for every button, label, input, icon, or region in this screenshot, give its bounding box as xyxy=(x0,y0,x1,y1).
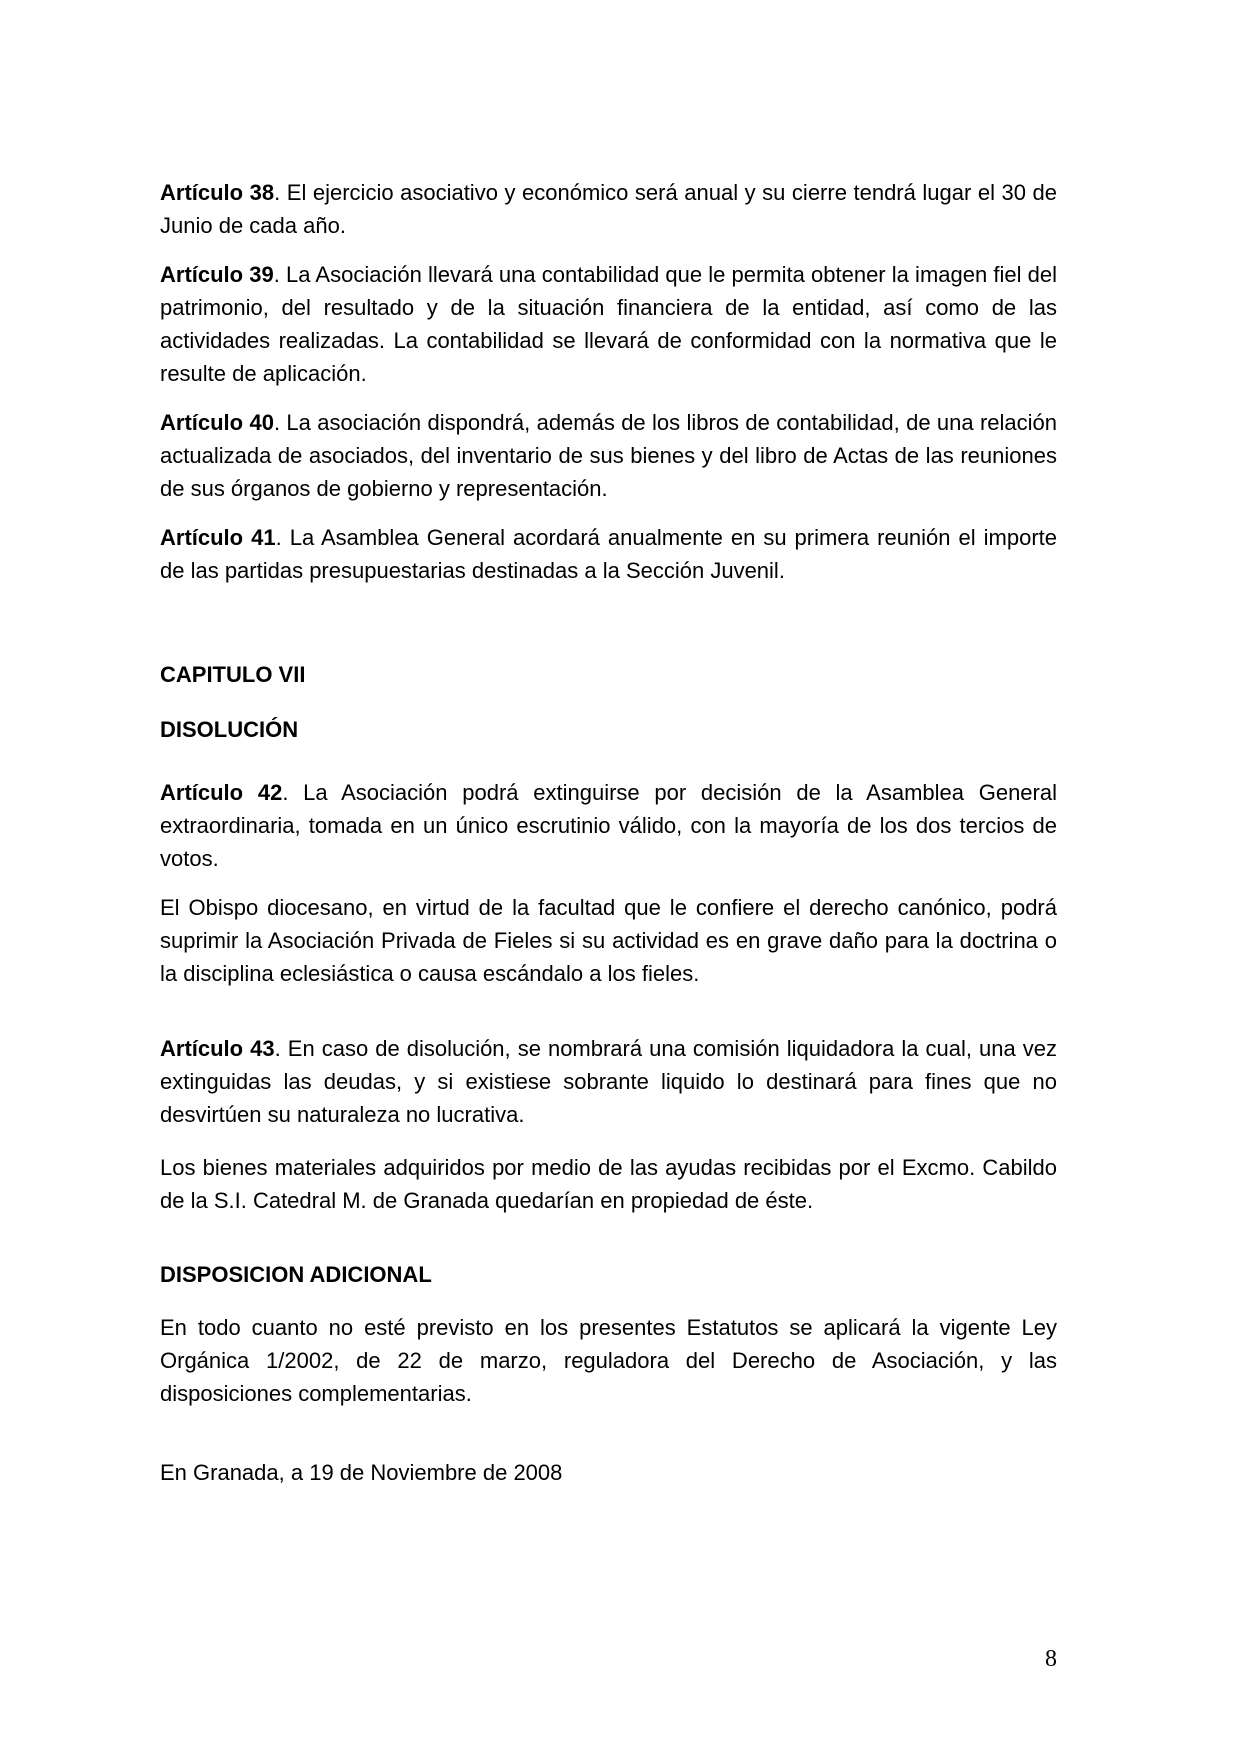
chapter-subheading-disolucion: DISOLUCIÓN xyxy=(160,717,299,742)
article-42 xyxy=(160,776,1057,875)
article-39-text: . La Asociación llevará una contabilidad que le permita obtener la imagen fiel del patrimonio, del resultado y de la situación financiera de la entidad, así como de las actividades realizadas. La contabilidad se llevará de conformidad con la normativa que le resulte de aplicación. xyxy=(160,262,1058,386)
paragraph-bienes: Los bienes materiales adquiridos por medio de las ayudas recibidas por el Excmo. Cabildo de la S.I. Catedral M. de Granada quedarían en propiedad de éste. xyxy=(160,1155,1057,1213)
date-place-line: En Granada, a 19 de Noviembre de 2008 xyxy=(160,1460,563,1485)
page-number: 8 xyxy=(1045,1646,1057,1672)
article-38-label: Artículo 38 xyxy=(160,180,275,205)
article-42-label: Artículo 42 xyxy=(160,780,283,805)
article-43-text: . En caso de disolución, se nombrará una comisión liquidadora la cual, una vez extinguidas las deudas, y si existiese sobrante liquido lo destinará para fines que no desvirtúen su naturaleza no lucrativa. xyxy=(160,1036,1058,1127)
article-38 xyxy=(160,176,1057,242)
article-42-text: . La Asociación podrá extinguirse por decisión de la Asamblea General extraordinaria, tomada en un único escrutinio válido, con la mayoría de los dos tercios de votos. xyxy=(160,780,1057,871)
article-41-label: Artículo 41 xyxy=(160,525,276,550)
document-body xyxy=(160,176,1057,1489)
heading-disposicion-adicional: DISPOSICION ADICIONAL xyxy=(160,1262,432,1287)
article-41-text: . La Asamblea General acordará anualmente en su primera reunión el importe de las partidas presupuestarias destinadas a la Sección Juvenil. xyxy=(160,525,1058,583)
article-41 xyxy=(160,521,1057,587)
article-40-text: . La asociación dispondrá, además de los libros de contabilidad, de una relación actualizada de asociados, del inventario de sus bienes y del libro de Actas de las reuniones de sus órganos de gobierno y representación. xyxy=(160,410,1058,501)
article-40 xyxy=(160,406,1057,505)
article-43 xyxy=(160,1032,1057,1131)
paragraph-obispo: El Obispo diocesano, en virtud de la facultad que le confiere el derecho canónico, podrá suprimir la Asociación Privada de Fieles si su actividad es en grave daño para la doctrina o la disciplina eclesiástica o causa escándalo a los fieles. xyxy=(160,895,1057,986)
article-38-text: . El ejercicio asociativo y económico será anual y su cierre tendrá lugar el 30 de Junio de cada año. xyxy=(160,180,1057,238)
paragraph-disposicion: En todo cuanto no esté previsto en los presentes Estatutos se aplicará la vigente Ley Orgánica 1/2002, de 22 de marzo, reguladora del Derecho de Asociación, y las disposiciones complementarias. xyxy=(160,1315,1057,1406)
article-43-label: Artículo 43 xyxy=(160,1036,275,1061)
article-39 xyxy=(160,258,1057,390)
article-39-label: Artículo 39 xyxy=(160,262,274,287)
article-40-label: Artículo 40 xyxy=(160,410,274,435)
chapter-heading: CAPITULO VII xyxy=(160,662,306,687)
